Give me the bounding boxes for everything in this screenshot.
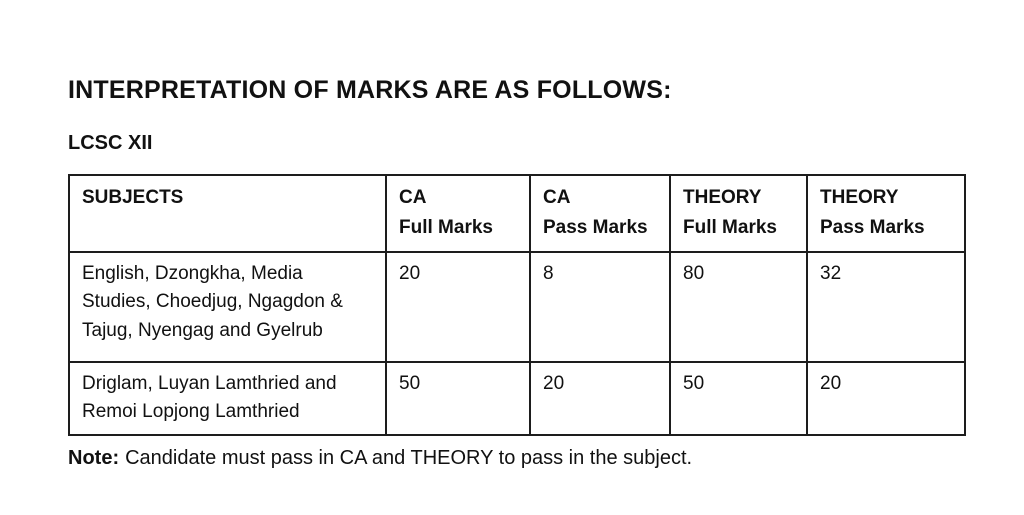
column-header-theory-full-marks	[670, 175, 807, 252]
column-header-subjects	[69, 175, 386, 252]
theory-full-marks-cell: 50	[670, 362, 807, 435]
section-subtitle-lcsc-xii: LCSC XII	[68, 131, 153, 154]
column-header-label: THEORY	[820, 186, 899, 208]
header-row	[69, 175, 965, 252]
column-header-label: SUBJECTS	[82, 186, 184, 208]
note-text: Candidate must pass in CA and THEORY to pass in the subject.	[125, 446, 693, 469]
table-row	[69, 252, 965, 362]
ca-pass-marks-cell: 20	[530, 362, 670, 435]
theory-full-marks-cell: 80	[670, 252, 807, 362]
column-header-subline: Full Marks	[399, 217, 493, 239]
note-label: Note:	[68, 446, 120, 469]
theory-pass-marks-cell: 32	[807, 252, 965, 362]
column-header-subline: Pass Marks	[543, 217, 648, 239]
theory-pass-marks-cell: 20	[807, 362, 965, 435]
column-header-ca-full-marks	[386, 175, 530, 252]
column-header-label: CA	[543, 186, 571, 208]
column-header-ca-pass-marks	[530, 175, 670, 252]
column-header-subline: Pass Marks	[820, 217, 925, 239]
page-title: INTERPRETATION OF MARKS ARE AS FOLLOWS:	[68, 76, 672, 104]
subjects-cell: Driglam, Luyan Lamthried and Remoi Lopjong Lamthried	[69, 362, 386, 435]
column-header-label: THEORY	[683, 186, 762, 208]
note-line	[68, 445, 964, 471]
document-content	[68, 76, 964, 471]
subjects-cell: English, Dzongkha, Media Studies, Choedjug, Ngagdon & Tajug, Nyengag and Gyelrub	[69, 252, 386, 362]
ca-pass-marks-cell: 8	[530, 252, 670, 362]
ca-full-marks-cell: 20	[386, 252, 530, 362]
ca-full-marks-cell: 50	[386, 362, 530, 435]
column-header-subline: Full Marks	[683, 217, 777, 239]
column-header-label: CA	[399, 186, 427, 208]
column-header-theory-pass-marks	[807, 175, 965, 252]
table-row	[69, 362, 965, 435]
marks-interpretation-table	[68, 174, 966, 436]
table-body	[69, 252, 965, 435]
table-header	[69, 175, 965, 252]
